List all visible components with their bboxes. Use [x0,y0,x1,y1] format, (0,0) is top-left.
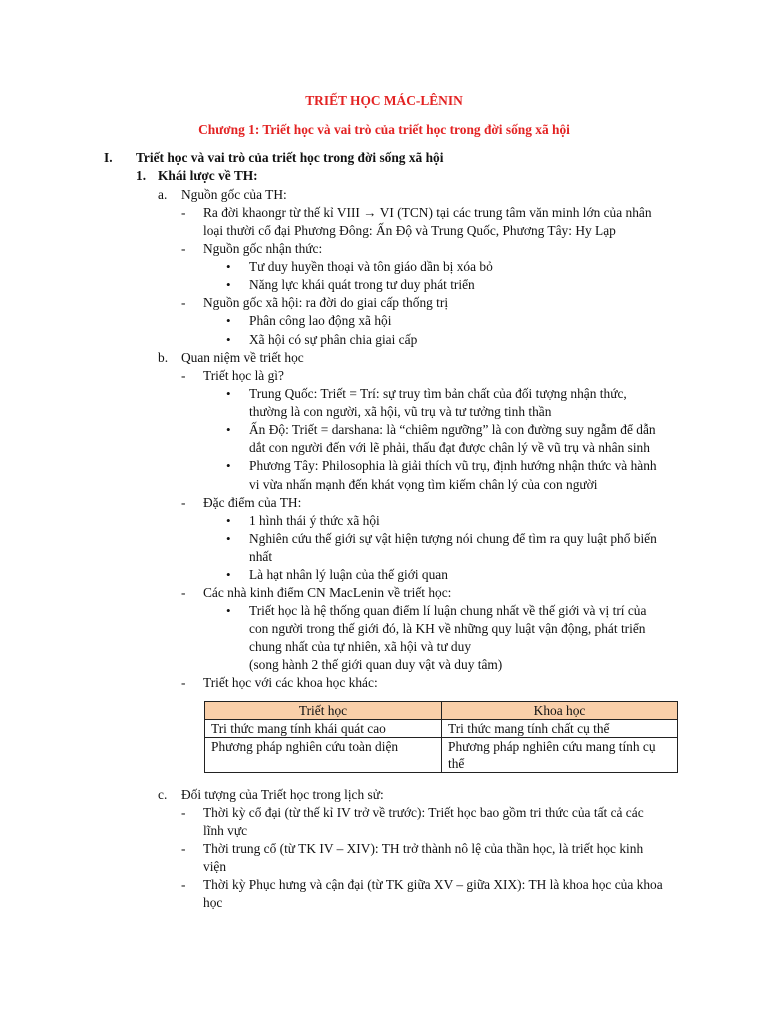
bullet-item: • Năng lực khái quát trong tư duy phát triển [249,276,475,294]
item-marker-c: c. [158,787,168,802]
bullet-item: • Trung Quốc: Triết = Trí: sự truy tìm bản chất của đối tượng nhận thức, [249,385,627,403]
bullet-continuation: vi vừa nhấn mạnh đến khát vọng tìm kiếm chân lý của con người [249,477,598,492]
bullet-continuation: dắt con người đến với lẽ phải, thấu đạt được chân lý về vũ trụ và nhân sinh [249,440,650,455]
chapter-title: Chương 1: Triết học và vai trò của triết học trong đời sống xã hội [198,122,570,137]
document-title: TRIẾT HỌC MÁC-LÊNIN [305,93,463,108]
list-item: - Đặc điểm của TH: [203,494,301,512]
table-cell: Phương pháp nghiên cứu mang tính cụ thể [442,738,678,773]
list-item: - Thời kỳ Phục hưng và cận đại (từ TK giữa XV – giữa XIX): TH là khoa học của khoa [203,876,663,894]
bullet-item: • Xã hội có sự phân chia giai cấp [249,331,417,349]
list-item-continuation: loại thười cổ đại Phương Đông: Ấn Độ và Trung Quốc, Phương Tây: Hy Lạp [203,223,616,238]
subsection-heading: Khái lược về TH: [158,168,258,183]
list-item: - Nguồn gốc xã hội: ra đời do giai cấp thống trị [203,294,448,312]
bullet-item: • Tư duy huyền thoại và tôn giáo dần bị xóa bỏ [249,258,493,276]
list-item-continuation: lĩnh vực [203,823,248,838]
section-number: I. [104,150,113,165]
list-item: - Thời kỳ cổ đại (từ thế kỉ IV trở về trước): Triết học bao gồm tri thức của tất cả các [203,804,644,822]
table-header-cell: Khoa học [442,702,678,720]
table-header-cell: Triết học [205,702,442,720]
bullet-item: • Phương Tây: Philosophia là giải thích vũ trụ, định hướng nhận thức và hành [249,457,657,475]
table-cell: Tri thức mang tính chất cụ thể [442,720,678,738]
item-c-label: Đối tượng của Triết học trong lịch sử: [181,787,384,802]
bullet-continuation: (song hành 2 thế giới quan duy vật và duy tâm) [249,657,503,672]
bullet-continuation: thường là con người, xã hội, vũ trụ và tư tưởng tinh thần [249,404,552,419]
list-item-continuation: học [203,895,223,910]
bullet-continuation: nhất [249,549,273,564]
item-b-label: Quan niệm về triết học [181,350,304,365]
list-item: - Thời trung cổ (từ TK IV – XIV): TH trở thành nô lệ của thần học, là triết học kinh [203,840,643,858]
item-marker-a: a. [158,187,168,202]
table-cell: Phương pháp nghiên cứu toàn diện [205,738,442,773]
item-a-label: Nguồn gốc của TH: [181,187,287,202]
list-item: - Nguồn gốc nhận thức: [203,240,322,258]
list-item: - Ra đời khaongr từ thế kỉ VIII → VI (TCN) tại các trung tâm văn minh lớn của nhân [203,204,652,222]
comparison-table [204,701,678,773]
list-item-continuation: viện [203,859,227,874]
subsection-number: 1. [136,168,147,183]
list-item: - Triết học là gì? [203,367,284,385]
bullet-item: • Nghiên cứu thế giới sự vật hiện tượng nói chung để tìm ra quy luật phổ biến [249,530,657,548]
list-item: - Triết học với các khoa học khác: [203,674,378,692]
bullet-item: • 1 hình thái ý thức xã hội [249,512,380,530]
section-heading: Triết học và vai trò của triết học trong đời sống xã hội [136,150,444,165]
bullet-item: • Phân công lao động xã hội [249,312,391,330]
table-header-row [205,702,678,720]
table-row [205,720,678,738]
item-marker-b: b. [158,350,169,365]
table-row [205,738,678,773]
list-item: - Các nhà kinh điểm CN MacLenin về triết học: [203,584,451,602]
bullet-item: • Ấn Độ: Triết = darshana: là “chiêm ngưỡng” là con đường suy ngẫm để dẫn [249,421,656,439]
bullet-item: • Triết học là hệ thống quan điểm lí luận chung nhất về thế giới và vị trí của [249,602,646,620]
table-cell: Tri thức mang tính khái quát cao [205,720,442,738]
bullet-item: • Là hạt nhân lý luận của thế giới quan [249,566,448,584]
bullet-continuation: chung nhất của tự nhiên, xã hội và tư duy [249,639,472,654]
bullet-continuation: con người trong thế giới đó, là KH về những quy luật vận động, phát triển [249,621,646,636]
